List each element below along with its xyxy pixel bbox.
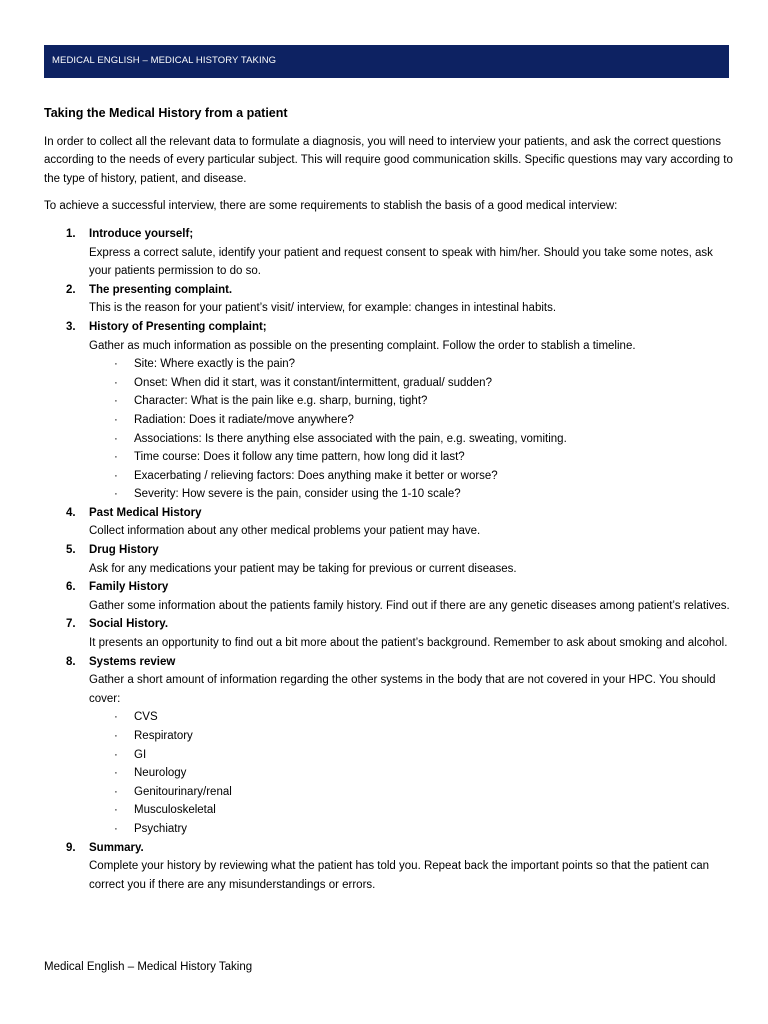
bullet-symbol: · [114,451,118,464]
list-item [114,355,734,374]
section-heading: History of Presenting complaint; [89,320,267,333]
section-body: Gather as much information as possible on the presenting complaint. Follow the order to stablish a timeline. [89,339,636,352]
list-item [114,374,734,393]
bullet-text: CVS [134,711,158,724]
list-item [114,411,734,430]
bullet-symbol: · [114,822,118,835]
document-body [44,104,734,894]
bullet-text: Onset: When did it start, was it constant/intermittent, gradual/ sudden? [134,376,492,389]
section-heading: Systems review [89,655,176,668]
list-item [114,783,734,802]
bullet-symbol: · [114,413,118,426]
bullet-symbol: · [114,358,118,371]
list-item [114,467,734,486]
section-body: It presents an opportunity to find out a bit more about the patient’s background. Remember to ask about smoking and alcohol. [89,637,728,650]
section-introduce-yourself [44,225,734,281]
list-item [114,448,734,467]
section-presenting-complaint [44,281,734,318]
header-banner-text: MEDICAL ENGLISH – MEDICAL HISTORY TAKING [52,55,277,66]
section-number: 3. [66,320,76,333]
page-footer: Medical English – Medical History Taking [44,961,253,973]
section-number: 9. [66,841,76,854]
bullet-text: GI [134,748,147,761]
bullet-text: Severity: How severe is the pain, consider using the 1-10 scale? [134,488,461,501]
section-drug-history [44,541,734,578]
section-number: 5. [66,544,76,557]
section-body: Gather a short amount of information regarding the other systems in the body that are not covered in your HPC. You should cover: [89,674,716,705]
section-number: 8. [66,655,76,668]
systems-bullet-list [114,708,734,838]
bullet-symbol: · [114,748,118,761]
bullet-text: Neurology [134,767,187,780]
bullet-text: Associations: Is there anything else associated with the pain, e.g. sweating, vomiting. [134,432,567,445]
list-item [114,746,734,765]
section-number: 2. [66,283,76,296]
section-history-presenting-complaint [44,318,734,504]
requirements-list [44,225,734,894]
bullet-symbol: · [114,488,118,501]
section-heading: Summary. [89,841,144,854]
bullet-symbol: · [114,785,118,798]
section-body: Express a correct salute, identify your patient and request consent to speak with him/her. Should you take some notes, ask your patients permission to do so. [89,246,713,278]
bullet-symbol: · [114,469,118,482]
section-number: 4. [66,506,76,519]
section-body: Ask for any medications your patient may be taking for previous or current diseases. [89,562,517,575]
list-item [114,708,734,727]
bullet-text: Respiratory [134,730,193,742]
hpc-bullet-list [114,355,734,504]
bullet-text: Time course: Does it follow any time pattern, how long did it last? [134,451,465,464]
section-number: 6. [66,581,76,594]
bullet-text: Exacerbating / relieving factors: Does anything make it better or worse? [134,469,498,482]
list-item [114,430,734,449]
bullet-text: Psychiatry [134,822,188,835]
list-item [114,801,734,820]
intro-paragraph-2: To achieve a successful interview, there are some requirements to stablish the basis of a good medical interview: [44,200,618,213]
bullet-symbol: · [114,730,118,742]
bullet-text: Site: Where exactly is the pain? [134,358,296,371]
section-heading: Drug History [89,544,159,557]
section-heading: The presenting complaint. [89,283,233,296]
section-heading: Past Medical History [89,506,202,519]
section-social-history [44,615,734,652]
bullet-text: Radiation: Does it radiate/move anywhere? [134,413,354,426]
section-heading: Family History [89,581,169,594]
intro-paragraph-1: In order to collect all the relevant data to formulate a diagnosis, you will need to interview your patients, and ask the correct questions according to the needs of every particular subject. This will require good communication skills. Specific questions may vary according to the type of history, patient, and disease. [44,135,733,185]
section-body: This is the reason for your patient’s visit/ interview, for example: changes in intestinal habits. [89,302,557,315]
list-item [114,485,734,504]
document-title: Taking the Medical History from a patient [44,106,288,120]
list-item [114,392,734,411]
section-family-history [44,578,734,615]
bullet-symbol: · [114,767,118,780]
section-heading: Introduce yourself; [89,227,194,240]
header-banner [44,45,729,78]
section-number: 1. [66,227,76,240]
list-item [114,820,734,839]
bullet-symbol: · [114,376,118,389]
section-systems-review [44,653,734,839]
section-body: Collect information about any other medical problems your patient may have. [89,525,481,538]
section-heading: Social History. [89,618,169,631]
section-past-medical-history [44,504,734,541]
bullet-symbol: · [114,804,118,817]
section-summary [44,839,734,895]
bullet-text: Genitourinary/renal [134,785,232,798]
section-body: Gather some information about the patients family history. Find out if there are any genetic diseases among patient’s relatives. [89,599,730,612]
section-number: 7. [66,618,76,631]
list-item [114,727,734,746]
bullet-symbol: · [114,432,118,445]
bullet-symbol: · [114,711,118,724]
section-body: Complete your history by reviewing what the patient has told you. Repeat back the important points so that the patient can correct you if there are any misunderstandings or errors. [89,860,710,891]
bullet-symbol: · [114,395,118,408]
bullet-text: Musculoskeletal [134,804,216,817]
bullet-text: Character: What is the pain like e.g. sharp, burning, tight? [134,395,428,408]
list-item [114,764,734,783]
